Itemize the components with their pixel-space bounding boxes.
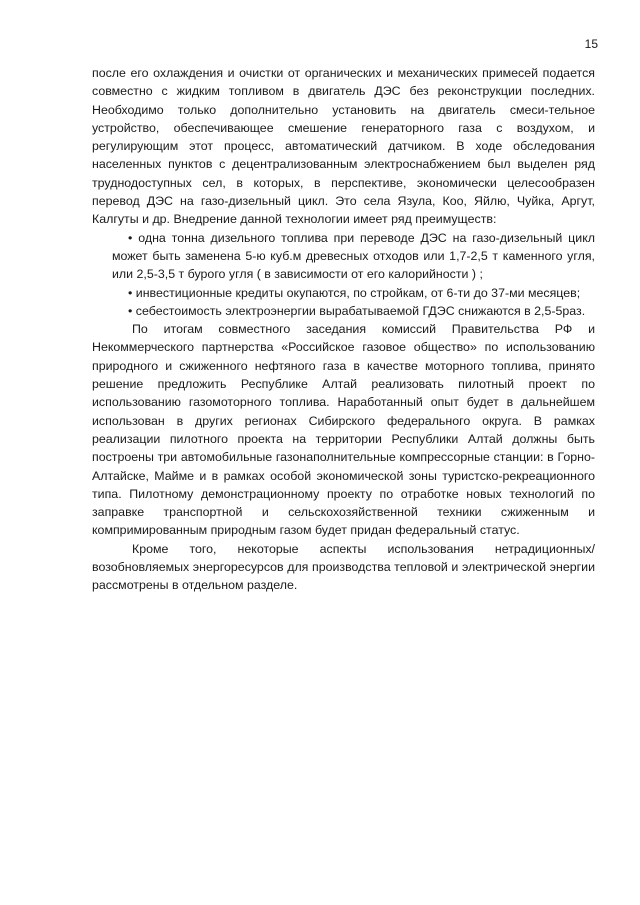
paragraph-intro: после его охлаждения и очистки от органических и механических примесей подается совместно с жидким топливом в двигатель ДЭС без реконструкции последних. Необходимо только дополнительно установить на двигатель смеси-тельное устройство, обеспечивающее смешение генераторного газа с воздухом, и регулирующим этот процесс, автоматический датчиком. В ходе обследования населенных пунктов с децентрализованным электроснабжением был выделен ряд труднодоступных сел, в которых, в перспективе, экономически целесообразен перевод ДЭС на газо-дизельный цикл. Это села Язула, Коо, Яйлю, Чуйка, Аргут, Калгуты и др. Внедрение данной технологии имеет ряд преимуществ:	[92, 66, 595, 227]
bullet-icon: •	[128, 285, 133, 300]
paragraph-pilot-project: По итогам совместного заседания комиссий Правительства РФ и Некоммерческого партнерства «Российское газовое общество» по использованию природного и сжиженного нефтяного газа в качестве моторного топлива, принято решение предложить Республике Алтай реализовать пилотный проект по использованию газомоторного топлива. Наработанный опыт будет в дальнейшем использован в других регионах Сибирского федерального округа. В рамках реализации пилотного проекта на территории Республики Алтай должны быть построены три автомобильные газонаполнительные компрессорные станции: в Горно-Алтайске, Майме и в рамках особой экономической зоны туристско-рекреационного типа. Пилотному демонстрационному проекту по отработке новых технологий по заправке транспортной и сельскохозяйственной техники сжиженным и компримированным природным газом будет придан федеральный статус.	[92, 322, 595, 538]
advantages-list	[92, 229, 595, 320]
bullet-icon: •	[128, 303, 133, 318]
page-body	[92, 64, 595, 595]
paragraph-renewables: Кроме того, некоторые аспекты использования нетрадиционных/ возобновляемых энергоресурсов для производства тепловой и электрической энергии рассмотрены в отдельном разделе.	[92, 541, 595, 593]
bullet-icon: •	[128, 230, 133, 245]
list-item-text: одна тонна дизельного топлива при переводе ДЭС на газо-дизельный цикл может быть заменена 5-ю куб.м древесных отходов или 1,7-2,5 т каменного угля, или 2,5-3,5 т бурого угля ( в зависимости от его калорийности ) ;	[112, 230, 595, 282]
list-item-text: себестоимость электроэнергии вырабатываемой ГДЭС снижаются в 2,5-5раз.	[135, 303, 586, 318]
list-item	[92, 302, 595, 320]
list-item-text: инвестиционные кредиты окупаются, по стройкам, от 6-ти до 37-ми месяцев;	[135, 285, 581, 300]
list-item	[92, 229, 595, 284]
list-item	[92, 284, 595, 302]
page-number: 15	[584, 37, 598, 51]
